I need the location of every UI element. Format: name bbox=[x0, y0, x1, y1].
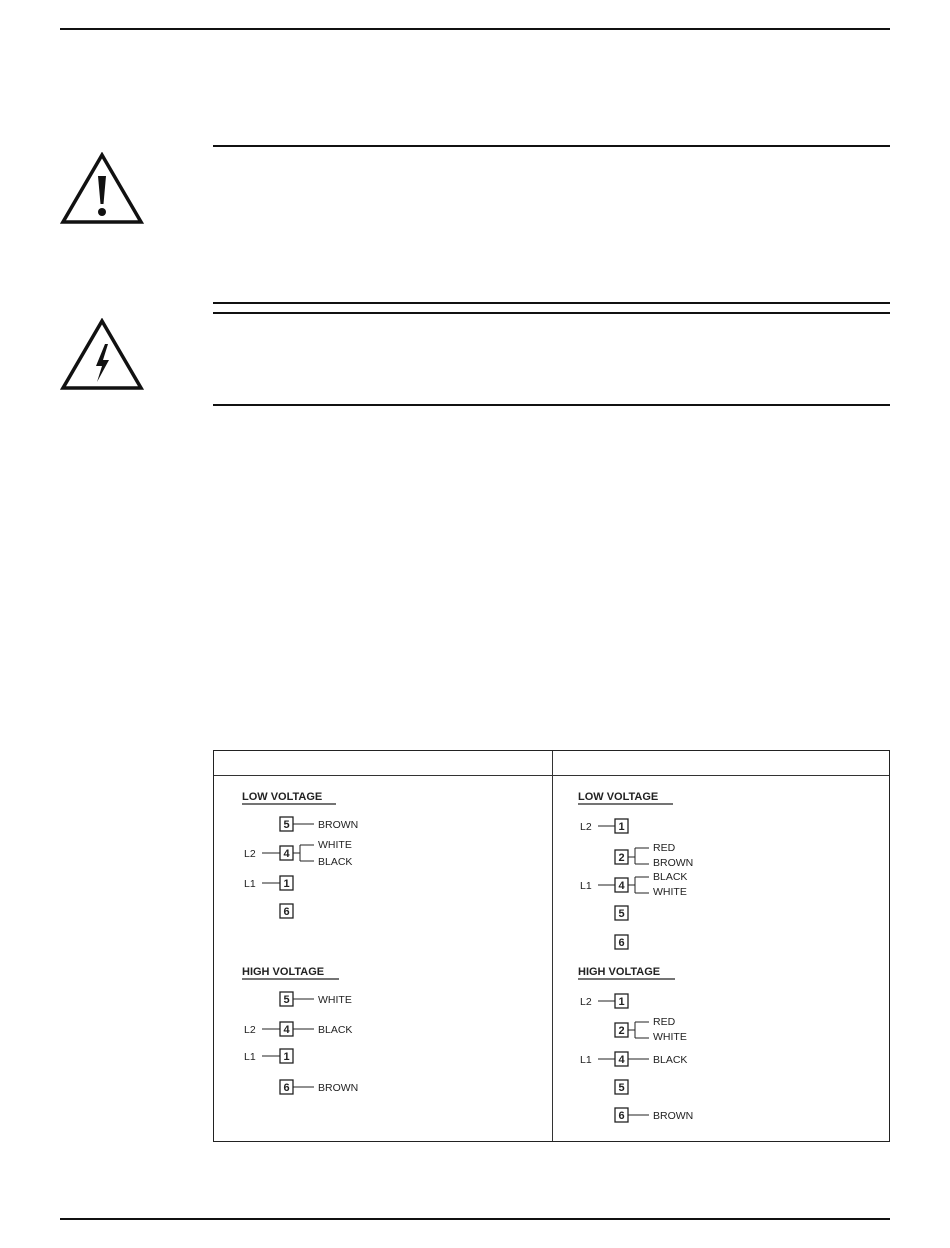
left-high-wire-white: WHITE bbox=[318, 994, 352, 1006]
right-high-terminal-4: 4 bbox=[618, 1054, 625, 1066]
top-page-rule bbox=[60, 28, 890, 30]
left-low-terminal-6: 6 bbox=[283, 906, 290, 918]
left-low-line-l1: L1 bbox=[244, 878, 256, 890]
left-low-wire-brown: BROWN bbox=[318, 819, 359, 831]
danger-bottom-rule bbox=[213, 404, 890, 406]
left-low-terminal-4: 4 bbox=[283, 848, 290, 860]
right-high-wire-black: BLACK bbox=[653, 1054, 688, 1066]
left-low-wire-white: WHITE bbox=[318, 839, 352, 851]
right-low-terminal-6: 6 bbox=[618, 937, 625, 949]
right-high-line-l2: L2 bbox=[580, 996, 592, 1008]
right-high-voltage-title: HIGH VOLTAGE bbox=[578, 966, 661, 978]
electrical-hazard-icon bbox=[60, 318, 144, 397]
right-low-line-l2: L2 bbox=[580, 821, 592, 833]
left-high-wire-brown: BROWN bbox=[318, 1082, 359, 1094]
caution-top-rule bbox=[213, 145, 890, 147]
right-high-wire-white: WHITE bbox=[653, 1031, 687, 1043]
left-high-wire-black: BLACK bbox=[318, 1024, 353, 1036]
left-high-terminal-1: 1 bbox=[283, 1051, 290, 1063]
left-low-line-l2: L2 bbox=[244, 848, 256, 860]
right-low-wire-brown: BROWN bbox=[653, 857, 694, 869]
left-high-line-l1: L1 bbox=[244, 1051, 256, 1063]
right-high-wire-brown: BROWN bbox=[653, 1110, 694, 1122]
right-high-wire-red: RED bbox=[653, 1016, 676, 1028]
bottom-page-rule bbox=[60, 1218, 890, 1220]
danger-top-rule-2 bbox=[213, 312, 890, 314]
right-high-terminal-2: 2 bbox=[618, 1025, 625, 1037]
right-high-terminal-6: 6 bbox=[618, 1110, 625, 1122]
right-low-wire-red: RED bbox=[653, 842, 676, 854]
wiring-table bbox=[213, 750, 890, 1142]
left-high-voltage-title: HIGH VOLTAGE bbox=[242, 966, 325, 978]
left-high-line-l2: L2 bbox=[244, 1024, 256, 1036]
right-high-line-l1: L1 bbox=[580, 1054, 592, 1066]
left-wiring-diagram bbox=[214, 776, 552, 1141]
right-high-terminal-1: 1 bbox=[618, 996, 625, 1008]
left-high-terminal-4: 4 bbox=[283, 1024, 290, 1036]
right-low-line-l1: L1 bbox=[580, 880, 592, 892]
left-high-terminal-6: 6 bbox=[283, 1082, 290, 1094]
left-low-voltage-title: LOW VOLTAGE bbox=[242, 791, 323, 803]
right-high-terminal-5: 5 bbox=[618, 1082, 625, 1094]
warning-exclamation-icon bbox=[60, 152, 144, 231]
left-low-terminal-5: 5 bbox=[283, 819, 290, 831]
right-low-voltage-title: LOW VOLTAGE bbox=[578, 791, 659, 803]
right-low-wire-black: BLACK bbox=[653, 871, 688, 883]
right-low-terminal-5: 5 bbox=[618, 908, 625, 920]
danger-top-rule-1 bbox=[213, 302, 890, 304]
left-low-terminal-1: 1 bbox=[283, 878, 290, 890]
right-low-wire-white: WHITE bbox=[653, 886, 687, 898]
right-low-terminal-2: 2 bbox=[618, 852, 625, 864]
right-low-terminal-1: 1 bbox=[618, 821, 625, 833]
right-wiring-diagram bbox=[553, 776, 891, 1141]
left-low-wire-black: BLACK bbox=[318, 856, 353, 868]
right-low-terminal-4: 4 bbox=[618, 880, 625, 892]
left-high-terminal-5: 5 bbox=[283, 994, 290, 1006]
